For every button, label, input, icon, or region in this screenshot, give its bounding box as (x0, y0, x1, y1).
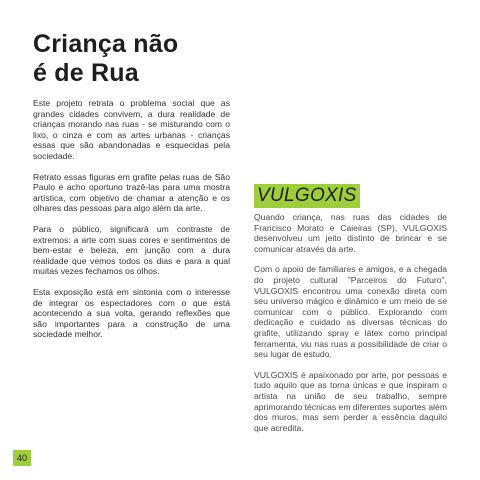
paragraph: VULGOXIS é apaixonado por arte, por pessoas e tudo aquilo que as torna únicas e que inspiram o artista na união de seu trabalho, sempre aprimorando técnicas em diferentes suportes além dos muros, mas sem perder a essência daquilo que acredita. (254, 369, 447, 433)
paragraph: Este projeto retrata o problema social que as grandes cidades convivem, a dura realidade de crianças morando nas ruas - se misturando com o lixo, o cinza e com as artes urbanas - crianças essas que são abandonadas e esquecidas pela sociedade. (33, 98, 230, 161)
title-line-2: é de Rua (33, 59, 139, 87)
paragraph: Quando criança, nas ruas das cidades de Francisco Morato e Caieiras (SP), VULGOXIS desenvolveu um jeito distinto de brincar e se comunicar através da arte. (254, 212, 447, 254)
paragraph: Retrato essas figuras em grafite pelas ruas de São Paulo e acho oportuno trazê-las para uma mostra artística, com objetivo de chamar a atenção e os olhares das pessoas para algo além da arte. (33, 171, 230, 214)
page-number-badge: 40 (13, 450, 31, 466)
paragraph: Para o público, significará um contraste de extremos: a arte com suas cores e sentimentos de bem-estar e beleza, em junção com a dura realidade que vemos todos os dias e para a qual muitas vezes fechamos os olhos. (33, 223, 230, 277)
page-title (33, 30, 233, 88)
paragraph: Com o apoio de familiares e amigos, e a chegada do projeto cultural "Parceiros do Futuro", VULGOXIS encontrou uma conexão direta com seu universo mágico e dinâmico e um meio de se comunicar com o público. Explorando com dedicação e cuidado as diversas técnicas do grafite, utilizando spray e látex como principal ferramenta, viu nas ruas a possibilidade de criar o seu lugar de estudo. (254, 264, 447, 360)
right-column (254, 184, 447, 443)
title-line-1: Criança não (33, 30, 179, 58)
artist-name-heading: VULGOXIS (254, 184, 360, 208)
paragraph: Esta exposição está em sintonia com o interesse de integrar os espectadores com o que está acontecendo a sua volta, gerando reflexões que são importantes para a construção de uma sociedade melhor. (33, 286, 230, 340)
left-column (33, 98, 230, 350)
